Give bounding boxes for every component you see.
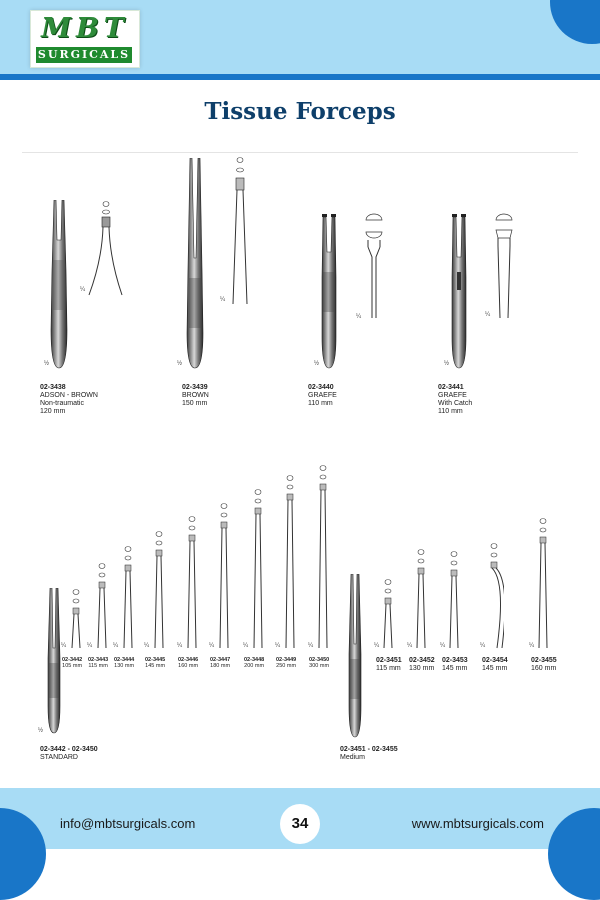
product-code-size-label: 02-3447 180 mm (210, 657, 231, 669)
page-title: Tissue Forceps (204, 98, 396, 125)
forceps-open-detail-image (280, 474, 300, 650)
forceps-open-detail-image (313, 464, 333, 650)
scale-label: ¼ (275, 643, 281, 649)
forceps-open-detail-image (378, 578, 398, 650)
product-label-02-3439: 02-3439 BROWN 150 mm (182, 384, 209, 407)
scale-label: ¼ (529, 643, 535, 649)
product-code-size-label: 02-3448 200 mm (244, 657, 265, 669)
product-code-size-label: 02-3450 300 mm (309, 657, 330, 669)
scale-label: ¼ (440, 643, 446, 649)
forceps-open-detail-image (444, 550, 464, 650)
scale-label: ¼ (144, 643, 150, 649)
scale-label: ¼ (113, 643, 119, 649)
product-code-size-label: 02-3449 250 mm (276, 657, 297, 669)
page-number: 34 (280, 804, 320, 844)
forceps-closed-image (448, 212, 470, 372)
forceps-open-detail-image (118, 545, 138, 650)
scale-label: ½ (44, 361, 50, 367)
scale-label: ¼ (209, 643, 215, 649)
logo-mbt-text: MBT (41, 13, 129, 44)
product-code-size-label: 02-3452 130 mm (409, 657, 435, 672)
series-label-medium: 02-3451 - 02-3455 Medium (340, 746, 398, 761)
forceps-open-detail-image (490, 212, 518, 322)
footer-email-link[interactable]: info@mbtsurgicals.com (60, 816, 196, 831)
product-code-size-label: 02-3442 105 mm (62, 657, 83, 669)
scale-label: ¼ (177, 643, 183, 649)
scale-label: ½ (177, 361, 183, 367)
scale-label: ¼ (374, 643, 380, 649)
product-code-size-label: 02-3451 115 mm (376, 657, 402, 672)
forceps-open-detail-image (92, 562, 112, 650)
forceps-open-detail-image (360, 212, 388, 322)
product-label-02-3440: 02-3440 GRAEFE 110 mm (308, 384, 337, 407)
product-label-02-3438: 02-3438 ADSON - BROWN Non-traumatic 120 mm (40, 384, 98, 415)
brand-logo[interactable] (30, 10, 140, 68)
forceps-closed-image (345, 574, 365, 740)
scale-label: ¼ (243, 643, 249, 649)
scale-label: ¼ (356, 314, 362, 320)
product-code-size-label: 02-3454 145 mm (482, 657, 508, 672)
logo-surgicals-text: SURGICALS (37, 48, 131, 61)
product-code-size-label: 02-3453 145 mm (442, 657, 468, 672)
forceps-open-detail-image (149, 530, 169, 650)
forceps-open-detail-image (411, 548, 431, 650)
scale-label: ¼ (485, 312, 491, 318)
scale-label: ½ (314, 361, 320, 367)
scale-label: ¼ (407, 643, 413, 649)
product-code-size-label: 02-3445 145 mm (145, 657, 166, 669)
scale-label: ¼ (308, 643, 314, 649)
forceps-open-detail-image (66, 588, 86, 650)
product-code-size-label: 02-3455 160 mm (531, 657, 557, 672)
product-code-size-label: 02-3444 130 mm (114, 657, 135, 669)
header-stripe (0, 74, 600, 80)
forceps-open-detail-image (484, 542, 504, 650)
footer-website-link[interactable]: www.mbtsurgicals.com (411, 816, 544, 831)
scale-label: ¼ (61, 643, 67, 649)
forceps-open-detail-image (248, 488, 268, 650)
scale-label: ½ (444, 361, 450, 367)
scale-label: ¼ (480, 643, 486, 649)
scale-label: ½ (38, 728, 44, 734)
forceps-closed-image (48, 200, 70, 372)
forceps-open-detail-image (182, 515, 202, 650)
forceps-open-detail-image (228, 156, 252, 306)
product-label-02-3441: 02-3441 GRAEFE With Catch 110 mm (438, 384, 473, 415)
series-label-standard: 02-3442 - 02-3450 STANDARD (40, 746, 98, 761)
scale-label: ¼ (87, 643, 93, 649)
forceps-open-detail-image (86, 200, 126, 300)
forceps-closed-image (45, 588, 63, 736)
scale-label: ¼ (80, 287, 86, 293)
forceps-closed-image (318, 212, 340, 372)
forceps-open-detail-image (533, 517, 553, 650)
product-code-size-label: 02-3443 115 mm (88, 657, 109, 669)
forceps-closed-image (183, 158, 207, 372)
product-code-size-label: 02-3446 160 mm (178, 657, 199, 669)
forceps-open-detail-image (214, 502, 234, 650)
scale-label: ¼ (220, 297, 226, 303)
